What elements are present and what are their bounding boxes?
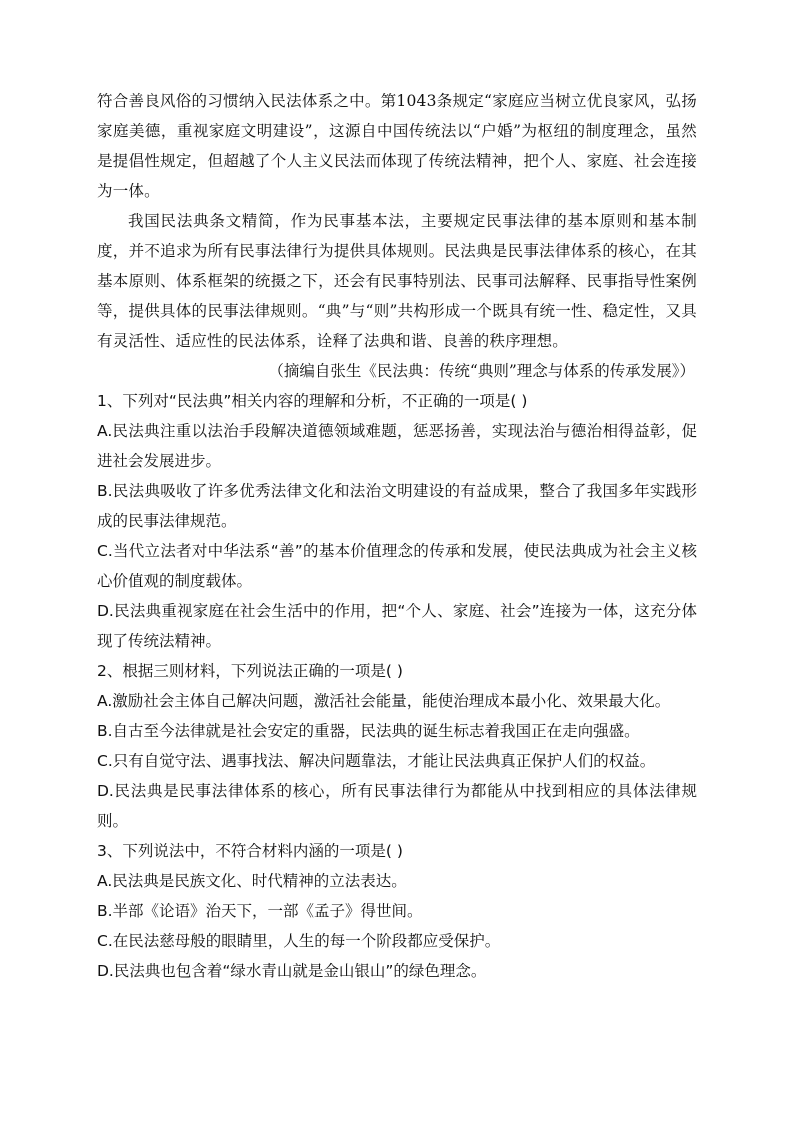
option-b: B.民法典吸收了许多优秀法律文化和法治文明建设的有益成果，整合了我国多年实践形成的民事法律规范。 xyxy=(97,482,697,530)
question-list xyxy=(97,386,697,986)
option-a: A.民法典注重以法治手段解决道德领域难题，惩恶扬善，实现法治与德治相得益彰，促进社会发展进步。 xyxy=(97,422,697,470)
passage-source: （摘编自张生《民法典：传统“典则”理念与体系的传承发展》） xyxy=(268,362,695,380)
question-2 xyxy=(97,656,697,836)
option-d: D.民法典是民事法律体系的核心，所有民事法律行为都能从中找到相应的具体法律规则。 xyxy=(97,782,697,830)
question-stem: 1、下列对“民法典”相关内容的理解和分析，不正确的一项是( ) xyxy=(97,392,528,410)
question-stem: 3、下列说法中，不符合材料内涵的一项是( ) xyxy=(97,842,403,860)
option-c: C.只有自觉守法、遇事找法、解决问题靠法，才能让民法典真正保护人们的权益。 xyxy=(97,752,656,770)
passage xyxy=(97,86,697,356)
option-d: D.民法典也包含着“绿水青山就是金山银山”的绿色理念。 xyxy=(97,962,487,980)
option-c: C.在民法慈母般的眼睛里，人生的每一个阶段都应受保护。 xyxy=(97,932,501,950)
option-d: D.民法典重视家庭在社会生活中的作用，把“个人、家庭、社会”连接为一体，这充分体现了传统法精神。 xyxy=(97,602,697,650)
option-b: B.自古至今法律就是社会安定的重器，民法典的诞生标志着我国正在走向强盛。 xyxy=(97,722,640,740)
question-3 xyxy=(97,836,697,986)
question-1 xyxy=(97,386,697,656)
option-a: A.民法典是民族文化、时代精神的立法表达。 xyxy=(97,872,407,890)
option-b: B.半部《论语》治天下，一部《孟子》得世间。 xyxy=(97,902,423,920)
passage-paragraph-1: 符合善良风俗的习惯纳入民法体系之中。第1043条规定“家庭应当树立优良家风，弘扬家庭美德，重视家庭文明建设”，这源自中国传统法以“户婚”为枢纽的制度理念，虽然是提倡性规定，但超越了个人主义民法而体现了传统法精神，把个人、家庭、社会连接为一体。 xyxy=(97,92,697,200)
option-c: C.当代立法者对中华法系“善”的基本价值理念的传承和发展，使民法典成为社会主义核心价值观的制度载体。 xyxy=(97,542,697,590)
question-stem: 2、根据三则材料，下列说法正确的一项是( ) xyxy=(97,662,403,680)
document-page xyxy=(97,86,697,986)
passage-paragraph-2: 我国民法典条文精简，作为民事基本法，主要规定民事法律的基本原则和基本制度，并不追求为所有民事法律行为提供具体规则。民法典是民事法律体系的核心，在其基本原则、体系框架的统摄之下，还会有民事特别法、民事司法解释、民事指导性案例等，提供具体的民事法律规则。“典”与“则”共构形成一个既具有统一性、稳定性，又具有灵活性、适应性的民法体系，诠释了法典和谐、良善的秩序理想。 xyxy=(97,212,697,350)
option-a: A.激励社会主体自己解决问题，激活社会能量，能使治理成本最小化、效果最大化。 xyxy=(97,692,671,710)
